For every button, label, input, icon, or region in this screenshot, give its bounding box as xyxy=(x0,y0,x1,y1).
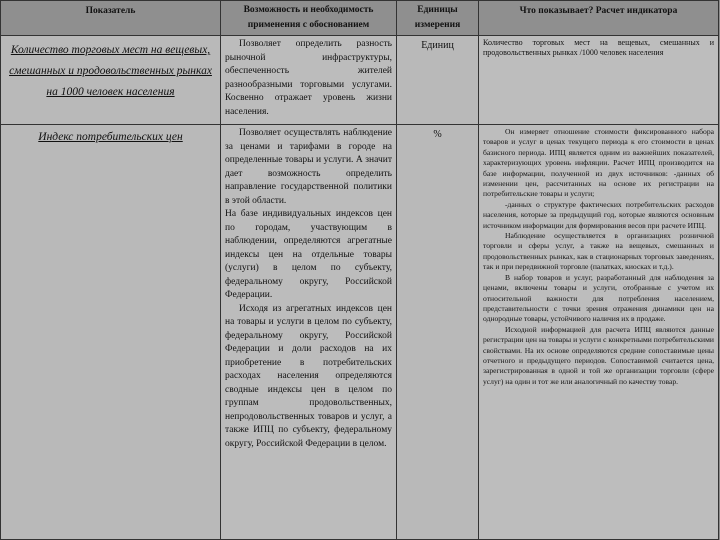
possibility-text: Позволяет определить разность рыночной инфраструктуры, обеспеченность жителей разнообразными торговыми услугами. Косвенно отражает уровень жизни населения. xyxy=(225,39,392,117)
indicator-name-cell xyxy=(1,36,221,125)
shows-cell xyxy=(479,125,719,540)
indicator-name: Индекс потребительских цен xyxy=(38,131,183,143)
table-row xyxy=(1,36,719,125)
units-value: % xyxy=(433,129,442,140)
shows-text: Наблюдение осуществляется в организациях розничной торговли и сферы услуг, а также на вещевых, смешанных и продовольственных рынках, как в стационарных торговых заведениях, так и при передвижной торговле (палатках, киосках и т.д.). xyxy=(483,231,714,272)
header-possibility: Возможность и необходимость применения с обоснованием xyxy=(221,1,397,36)
indicator-name: Количество торговых мест на вещевых, смешанных и продовольственных рынках на 1000 человек населения xyxy=(9,44,212,98)
units-value: Единиц xyxy=(421,40,454,51)
shows-text: Количество торговых мест на вещевых, смешанных и продовольственных рынках /1000 человек населения xyxy=(483,38,714,58)
units-cell xyxy=(397,36,479,125)
possibility-text: На базе индивидуальных индексов цен по городам, участвующим в наблюдении, определяются агрегатные индексы цен на отдельные товары (услуги) в целом по субъекту, федеральному округу, Российской Федерации. xyxy=(225,209,392,300)
possibility-text: Исходя из агрегатных индексов цен на товары и услуги в целом по субъекту, федеральному округу, Российской Федерации и доли расходов на их приобретение в потребительских расходах населения определяются сводные индексы цен в целом по группам продовольственных, непродовольственных товаров и услуг, а также ИПЦ по субъекту, федеральному округу, Российской Федерации в целом. xyxy=(225,303,392,449)
indicator-name-cell xyxy=(1,125,221,540)
shows-text: В набор товаров и услуг, разработанный для наблюдения за ценами, включены товары и услуги, отобранные с учетом их относительной важности для потребления населением, представительности с точки зрения отражения динамики цен на однородные товары, устойчивого наличия их в продаже. xyxy=(483,272,714,324)
table-header-row xyxy=(1,1,719,36)
shows-text: -данных о структуре фактических потребительских расходов населения, которые за предыдущий год, которые являются основным источником информации для формирования весов при расчете ИПЦ. xyxy=(483,199,714,230)
shows-text: Исходной информацией для расчета ИПЦ являются данные регистрации цен на товары и услуги с конкретными потребительскими свойствами. На их основе определяются средние сопоставимые цены отчетного и предыдущего периодов. Сопоставимой считается цена, зарегистрированная в одной и той же организации торговли (сфере услуг) на один и тот же или аналогичный по качеству товар. xyxy=(483,324,714,386)
table-row xyxy=(1,125,719,540)
header-units: Единицы измерения xyxy=(397,1,479,36)
possibility-cell xyxy=(221,36,397,125)
header-indicator: Показатель xyxy=(1,1,221,36)
header-shows: Что показывает? Расчет индикатора xyxy=(479,1,719,36)
possibility-text: Позволяет осуществлять наблюдение за ценами и тарифами в городе на определенные товары и услуги. А значит дает возможность определить направление государственной политики в этой области. xyxy=(225,128,392,206)
shows-text: Он измеряет отношение стоимости фиксированного набора товаров и услуг в ценах текущего периода к его стоимости в ценах базисного периода. ИПЦ является одним из важнейших показателей, характеризующих уровень инфляции. Расчет ИПЦ производится на базе информации, полученной из двух источников: -данных об изменении цен, рассчитанных на основе их регистрации на потребительские товары и услуги; xyxy=(483,127,714,199)
units-cell xyxy=(397,125,479,540)
shows-cell xyxy=(479,36,719,125)
possibility-cell xyxy=(221,125,397,540)
